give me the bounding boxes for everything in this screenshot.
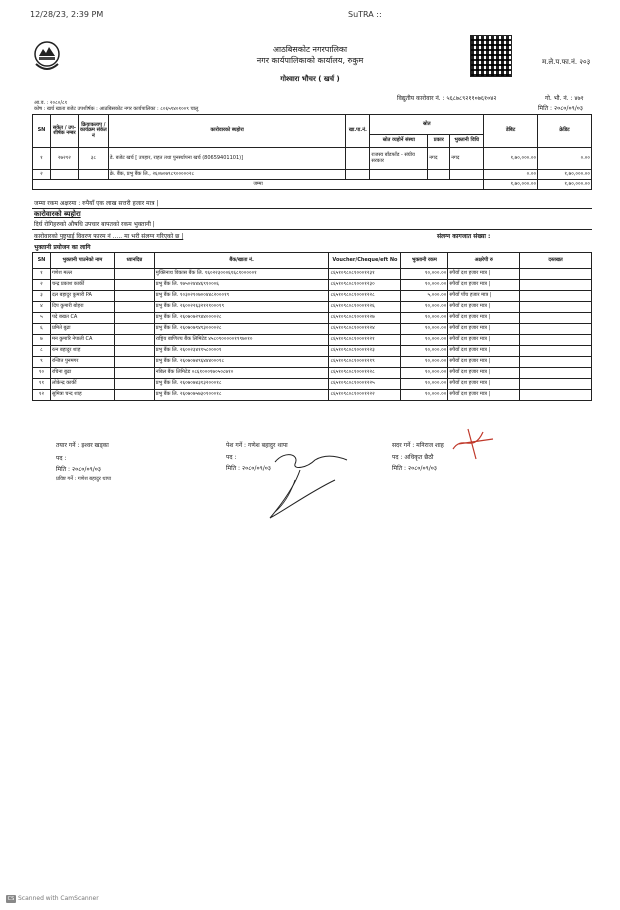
col-in-words: अक्षरेपी रु [448, 253, 520, 269]
payment-cell-amount: १०,०००.०० [401, 280, 448, 291]
submitted-by-date: मिति : २०८०/०९/०३ [226, 465, 271, 472]
payment-cell-note [114, 346, 154, 357]
col-ledger-page: खा.पा.नं. [346, 115, 370, 148]
prepared-by-name: तयार गर्ने : इश्वर खड्का [56, 442, 109, 449]
payment-section-heading: भुक्तानी प्रयोजन का लागि [34, 244, 91, 251]
payment-cell-amount: १०,०००.०० [401, 357, 448, 368]
payment-cell-voucher: ८६५१०९८०८१०००१२२८ [329, 368, 401, 379]
prepared-by-post: पद : [56, 455, 67, 462]
payment-cell-signature [520, 368, 592, 379]
payment-cell-bank_account: प्रभु बैंक लि. २६००२३४११५८००००१ [154, 346, 329, 357]
payment-cell-note [114, 302, 154, 313]
payment-cell-sn: ३ [33, 291, 51, 302]
document-title: गोश्वारा भौचर ( खर्च ) [280, 75, 340, 83]
payment-cell-amount: १०,०००.०० [401, 313, 448, 324]
entered-by-name: प्रविष्ट गर्ने : गणेश बहादुर थापा [56, 476, 112, 482]
col-amount: भुक्तानी रकम [401, 253, 448, 269]
payment-cell-sn: ११ [33, 379, 51, 390]
narration-text: दिर्घ रोगिहरुको औषधि उपचार बापतको रकम भुक्तानी | [34, 221, 155, 228]
col-source-bearer: स्रोत व्यहोर्ने संस्था [370, 135, 428, 148]
payment-cell-amount: १०,०००.०० [401, 368, 448, 379]
payment-cell-note [114, 390, 154, 401]
approved-by-name: सदर गर्ने : मनिराज शाह [392, 442, 444, 449]
table-row [33, 291, 592, 302]
payment-cell-bank_account: मुक्तिनाथ विकास बैंक लि. १६०२२३०००६१६८१०००००१ [154, 269, 329, 280]
col-signature: दस्तखत [520, 253, 592, 269]
payment-cell-note [114, 324, 154, 335]
payment-cell-payee: रचिना बुढा [50, 368, 114, 379]
payment-cell-amount: १०,०००.०० [401, 390, 448, 401]
payment-cell-words: रुपैयाँ दश हजार मात्र | [448, 313, 520, 324]
payment-cell-note [114, 357, 154, 368]
voucher-date: मिति : २०८०/०९/०३ [538, 105, 583, 112]
print-page-title: SuTRA :: [348, 10, 382, 19]
payment-cell-signature [520, 335, 592, 346]
col-note: ध्यानदिन्न [114, 253, 154, 269]
payment-cell-sn: १ [33, 269, 51, 280]
payment-cell-payee: सुमित्रा चन्द शाह [50, 390, 114, 401]
payment-cell-sn: १० [33, 368, 51, 379]
payment-cell-note [114, 280, 154, 291]
payment-cell-sn: १२ [33, 390, 51, 401]
total-credit: १,७०,०००.०० [538, 180, 592, 190]
payment-cell-bank_account: प्रभु बैंक लि. १०३०२१०७००४४८२०००१९ [154, 291, 329, 302]
payment-cell-voucher: ८६५१०९८०८१०००१२२७ [329, 313, 401, 324]
payment-cell-amount: १०,०००.०० [401, 335, 448, 346]
col-source: स्रोत [370, 115, 484, 135]
payment-cell-signature [520, 269, 592, 280]
voucher-number: गो. भौ. नं. : ४७१ [545, 95, 584, 102]
payment-cell-sn: ४ [33, 302, 51, 313]
payment-cell-words: रुपैयाँ दश हजार मात्र | [448, 346, 520, 357]
table-row [33, 379, 592, 390]
table-row [33, 346, 592, 357]
payment-cell-signature [520, 390, 592, 401]
table-row [33, 324, 592, 335]
attachments-count-label: संलग्न कागजात संख्या : [437, 233, 491, 240]
col-description: कारोवारको ब्यहोरा [108, 115, 346, 148]
payment-cell-words: रुपैयाँ दश हजार मात्र | [448, 357, 520, 368]
payment-cell-signature [520, 324, 592, 335]
payment-cell-payee: चन्द्र प्रकाश कार्की [50, 280, 114, 291]
payment-cell-sn: ९ [33, 357, 51, 368]
payment-cell-signature [520, 346, 592, 357]
payment-cell-sn: ८ [33, 346, 51, 357]
payment-cell-sn: ७ [33, 335, 51, 346]
payment-cell-sn: ५ [33, 313, 51, 324]
payment-cell-amount: ५,०००.०० [401, 291, 448, 302]
payment-cell-voucher: ८६५१०९८०८१०००१२२१ [329, 335, 401, 346]
form-number: म.ले.प.फा.नं. २०३ [542, 58, 591, 66]
payment-cell-note [114, 313, 154, 324]
payment-cell-words: रुपैयाँ दश हजार मात्र | [448, 280, 520, 291]
payment-table [32, 252, 592, 401]
submitted-by-name: पेश गर्ने : गणेश बहादुर थापा [226, 442, 288, 449]
payment-cell-voucher: ८६५१०९८०८१०००१२२५ [329, 379, 401, 390]
payment-cell-payee: प्रमिते बुढा [50, 324, 114, 335]
payment-cell-words: रुपैयाँ दश हजार मात्र | [448, 269, 520, 280]
scanner-watermark-text: Scanned with CamScanner [18, 895, 99, 902]
payment-cell-bank_account: प्रभु बैंक लि. २६०७०७४९६४४४०००१८ [154, 357, 329, 368]
col-budget-sub-head: सकेत / उप-शीर्षक नम्बर [50, 115, 78, 148]
col-type: प्रकार [428, 135, 450, 148]
payment-cell-amount: १०,०००.०० [401, 324, 448, 335]
prepared-by-date: मिति : २०८०/०९/०३ [56, 466, 101, 473]
print-datetime: 12/28/23, 2:39 PM [30, 10, 104, 19]
col-voucher-cheque: Voucher/Cheque/eft No [329, 253, 401, 269]
qr-code-icon [470, 35, 512, 77]
table-row [33, 368, 592, 379]
payment-cell-signature [520, 379, 592, 390]
payment-cell-voucher: ८६५१०९८०८१०००१२१९ [329, 357, 401, 368]
camscanner-icon: CS [7, 896, 15, 902]
payment-cell-sn: २ [33, 280, 51, 291]
payment-cell-voucher: ८६५१०९८०८१०००१२२२ [329, 390, 401, 401]
payment-cell-bank_account: प्रभु बैंक लि. २६००२२६३२१२१०००१९ [154, 302, 329, 313]
payment-cell-payee: रत्न बहादुर शाह [50, 346, 114, 357]
office-name: नगर कार्यपालिकाको कार्यालय, रुकुम [256, 56, 364, 65]
payment-cell-voucher: ८६५१०९८०८१०००१२२६ [329, 302, 401, 313]
payment-cell-words: रुपैयाँ दश हजार मात्र | [448, 335, 520, 346]
payment-cell-bank_account: राष्ट्रिय बाणिज्य बैंक लिमिटेड ४५८०९०००००१९९७०१० [154, 335, 329, 346]
payment-cell-payee: पदे बखत CA [50, 313, 114, 324]
payment-cell-words: रुपैयाँ पाँच हजार मात्र | [448, 291, 520, 302]
payment-cell-payee: दिप कुमारी बोहरा [50, 302, 114, 313]
table-row [33, 302, 592, 313]
payment-cell-voucher: ८६५१०९८०८१०००१२३१ [329, 269, 401, 280]
payment-cell-amount: १०,०००.०० [401, 379, 448, 390]
payment-cell-bank_account: प्रभु बैंक लि. २६०७०७२९४४००००२८ [154, 313, 329, 324]
table-row [33, 390, 592, 401]
payment-cell-note [114, 335, 154, 346]
submitted-by-post: पद : [226, 454, 237, 461]
payment-cell-bank_account: प्रभु बैंक लि. १७५०२४४४६९१०००६ [154, 280, 329, 291]
col-payment-method: भुक्तानी विधि [450, 135, 484, 148]
total-debit: १,७०,०००.०० [484, 180, 538, 190]
divider [32, 208, 592, 209]
payment-cell-amount: १०,०००.०० [401, 346, 448, 357]
payment-cell-payee: लोकेन्द्र कार्की [50, 379, 114, 390]
payment-cell-signature [520, 302, 592, 313]
payment-cell-signature [520, 291, 592, 302]
col-payee: भुक्तानी पाउनेको नाम [50, 253, 114, 269]
payment-cell-voucher: ८६५१०९८०८१०००१२२४ [329, 324, 401, 335]
payment-cell-signature [520, 280, 592, 291]
payment-cell-words: रुपैयाँ दश हजार मात्र | [448, 302, 520, 313]
narration-heading: कारोवारको ब्यहोरा [34, 210, 81, 218]
total-label: जम्मा [33, 180, 484, 190]
org-name: आठबिसकोट नगरपालिका [272, 45, 348, 54]
voucher-table [32, 114, 592, 190]
payment-cell-words: रुपैयाँ दश हजार मात्र | [448, 379, 520, 390]
table-row [33, 280, 592, 291]
col-debit: डेबिट [484, 115, 538, 148]
payment-cell-bank_account: प्रभु बैंक लि. २६०७०७९४९३००००२८ [154, 324, 329, 335]
handwritten-signature [255, 440, 355, 530]
payment-cell-voucher: ८६५१०९८०८१०००१२३० [329, 280, 401, 291]
approved-by-date: मिति : २०८०/०९/०३ [392, 465, 437, 472]
payment-cell-note [114, 368, 154, 379]
scanner-watermark [6, 895, 99, 903]
payment-cell-bank_account: नबिल बैंक लिमिटेड ०८६१०००१७०५०८७१० [154, 368, 329, 379]
payment-cell-words: रुपैयाँ दश हजार मात्र | [448, 390, 520, 401]
payment-cell-bank_account: प्रभु बैंक लि. २६०७०७४३१३२०००१८ [154, 379, 329, 390]
fiscal-year: आ.व. : २०८०/८१ [34, 100, 68, 106]
total-row [33, 180, 592, 190]
table-row: १ २७२१२ ३८ डे. बजेट खर्च [ उपहार, राहत तथा पुनर्स्थापना खर्च (80659401101)] राजस्व बाँडफाँड - संघीय सरकार नगद नगद १,७०,०००.०० ०.०० [33, 148, 592, 170]
col-sn: SN [33, 115, 51, 148]
payment-cell-sn: ६ [33, 324, 51, 335]
table-row [33, 269, 592, 280]
electronic-transaction-no: विद्युतीय कारोवार नं. : ५६८७८९२११०७६१०४२ [397, 95, 497, 102]
payment-cell-note [114, 291, 154, 302]
payment-cell-words: रुपैयाँ दश हजार मात्र | [448, 368, 520, 379]
payment-cell-voucher: ८६५१०९८०८१०००१२२८ [329, 291, 401, 302]
table-row: २ क्रे. बैंक, प्रभु बैंक लि., २६०७०७९८९०००००२८ ०.०० १,७०,०००.०० [33, 170, 592, 180]
payment-cell-amount: १०,०००.०० [401, 269, 448, 280]
support-form-line: कारोवारको पुष्ट्याई विवरण फारम नं ..... मा भरी संलग्न गरिएको छ | [34, 233, 184, 240]
payment-cell-words: रुपैयाँ दश हजार मात्र | [448, 324, 520, 335]
fund-budget-line: कोष : खर्च खाता बजेट उपशीर्षक : आठबिसकोट नगर कार्यपालिका : ८०६५९४०१००९ चालु [34, 106, 199, 112]
divider [32, 229, 592, 230]
payment-cell-amount: १०,०००.०० [401, 302, 448, 313]
payment-cell-note [114, 379, 154, 390]
payment-cell-signature [520, 357, 592, 368]
payment-cell-note [114, 269, 154, 280]
payment-cell-payee: दल बहादुर कुमारी PA [50, 291, 114, 302]
table-row [33, 335, 592, 346]
payment-cell-payee: रन्जित पुनमगर [50, 357, 114, 368]
col-bank-account: बैंक/खाता नं. [154, 253, 329, 269]
payment-cell-payee: गणेश मल्ल [50, 269, 114, 280]
col-credit: क्रेडिट [538, 115, 592, 148]
payment-cell-signature [520, 313, 592, 324]
approval-signature-mark [448, 424, 498, 464]
amount-in-words: जम्मा रकम अक्षरमा : रुपैयाँ एक लाख सत्तरी हजार मात्र | [34, 200, 159, 207]
approved-by-post: पद : अधिकृत छैठौ [392, 454, 434, 461]
payment-cell-payee: मन कुमारि नेपाली CA [50, 335, 114, 346]
col-sn: SN [33, 253, 51, 269]
table-row [33, 313, 592, 324]
table-row [33, 357, 592, 368]
payment-cell-voucher: ८६५१०९८०८१०००१२२३ [329, 346, 401, 357]
payment-cell-bank_account: प्रभु बैंक लि. २६०७०७५७३०१०००१८ [154, 390, 329, 401]
col-program-code: क्रियाकलाप / कार्यक्रम संकेत नं [78, 115, 108, 148]
